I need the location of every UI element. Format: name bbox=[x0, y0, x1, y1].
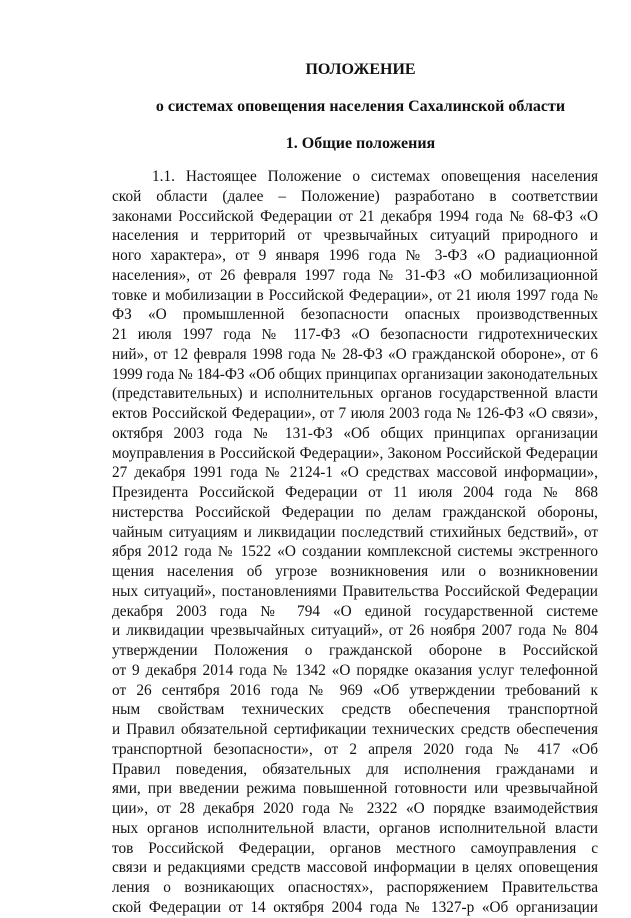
text-line: ления о возникающих опасностях», распоряжением Правительства bbox=[112, 879, 598, 896]
text-line: ных ситуаций», постановлениями Правительства Российской Федерации bbox=[112, 582, 598, 600]
text-line: населения», от 26 февраля 1997 года № 31-ФЗ «О мобилизационной bbox=[112, 266, 598, 284]
text-line: тов Российской Федерации, органов местного самоуправления с bbox=[112, 839, 598, 857]
text-line: 1.1. Настоящее Положение о системах оповещения населения bbox=[152, 168, 598, 185]
text-line: ФЗ «О промышленной безопасности опасных производственных bbox=[112, 306, 598, 324]
text-line: ных органов исполнительной власти, органов исполнительной власти bbox=[112, 819, 598, 837]
text-line: октября 2003 года № 131-ФЗ «Об общих принципах организации bbox=[112, 424, 598, 442]
text-line: ектов Российской Федерации», от 7 июля 2003 года № 126-ФЗ «О связи», bbox=[112, 405, 598, 422]
text-line: Президента Российской Федерации от 11 июля 2004 года № 868 bbox=[112, 484, 598, 501]
text-line: и Правил обязательной сертификации технических средств обеспечения bbox=[112, 721, 598, 738]
text-line: связи и редакциями средств массовой информации в целях оповещения bbox=[112, 859, 598, 877]
text-line: населения и территорий от чрезвычайных ситуаций природного и bbox=[112, 227, 598, 245]
text-line: нистерства Российской Федерации по делам гражданской обороны, bbox=[112, 503, 598, 521]
text-line: 27 декабря 1991 года № 2124-1 «О средствах массовой информации», bbox=[112, 464, 598, 482]
text-line: транспортной безопасности», от 2 апреля 2020 года № 417 «Об bbox=[112, 740, 598, 758]
document-title: ПОЛОЖЕНИЕ bbox=[305, 61, 416, 78]
text-line: ным свойствам технических средств обеспечения транспортной bbox=[112, 701, 598, 719]
text-line: ного характера», от 9 января 1996 года № 3-ФЗ «О радиационной bbox=[112, 247, 598, 264]
text-line: 21 июля 1997 года № 117-ФЗ «О безопасности гидротехнических bbox=[112, 326, 598, 343]
text-line: декабря 2003 года № 794 «О единой государственной системе bbox=[112, 602, 598, 620]
text-line: ями, при введении режима повышенной готовности или чрезвычайной bbox=[112, 780, 598, 798]
text-line: ября 2012 года № 1522 «О создании комплексной системы экстренного bbox=[112, 543, 598, 561]
text-line: утверждении Положения о гражданской обороне в Российской bbox=[112, 642, 598, 659]
text-line: законами Российской Федерации от 21 декабря 1994 года № 68-ФЗ «О bbox=[112, 207, 598, 225]
text-line: (представительных) и исполнительных органов государственной власти bbox=[112, 385, 598, 403]
text-line: ской Федерации от 14 октября 2004 года № 1327-р «Об организации bbox=[112, 898, 598, 916]
text-line: щения населения об угрозе возникновения или о возникновении bbox=[112, 563, 598, 580]
text-line: чайным ситуациям и ликвидации последствий стихийных бедствий», от bbox=[112, 523, 598, 541]
text-line: Правил поведения, обязательных для исполнения гражданами и bbox=[112, 760, 598, 778]
text-line: товке и мобилизации в Российской Федерации», от 21 июля 1997 года № bbox=[112, 286, 598, 304]
text-line: ции», от 28 декабря 2020 года № 2322 «О порядке взаимодействия bbox=[112, 800, 598, 817]
text-line: моуправления в Российской Федерации», Законом Российской Федерации bbox=[112, 444, 598, 462]
text-line: ской области (далее – Положение) разработано в соответствии bbox=[112, 187, 598, 205]
text-line: и ликвидации чрезвычайных ситуаций», от 26 ноября 2007 года № 804 bbox=[112, 622, 598, 640]
section-heading: 1. Общие положения bbox=[285, 135, 436, 152]
text-line: ний», от 12 февраля 1998 года № 28-ФЗ «О гражданской обороне», от 6 bbox=[112, 345, 598, 363]
document-subtitle: о системах оповещения населения Сахалинской области bbox=[155, 98, 566, 115]
text-line: 1999 года № 184-ФЗ «Об общих принципах организации законодательных bbox=[112, 365, 598, 383]
body-paragraph bbox=[112, 167, 598, 918]
text-line: от 26 сентября 2016 года № 969 «Об утверждении требований к bbox=[112, 681, 598, 699]
text-line: от 9 декабря 2014 года № 1342 «О порядке оказания услуг телефонной bbox=[112, 661, 598, 679]
